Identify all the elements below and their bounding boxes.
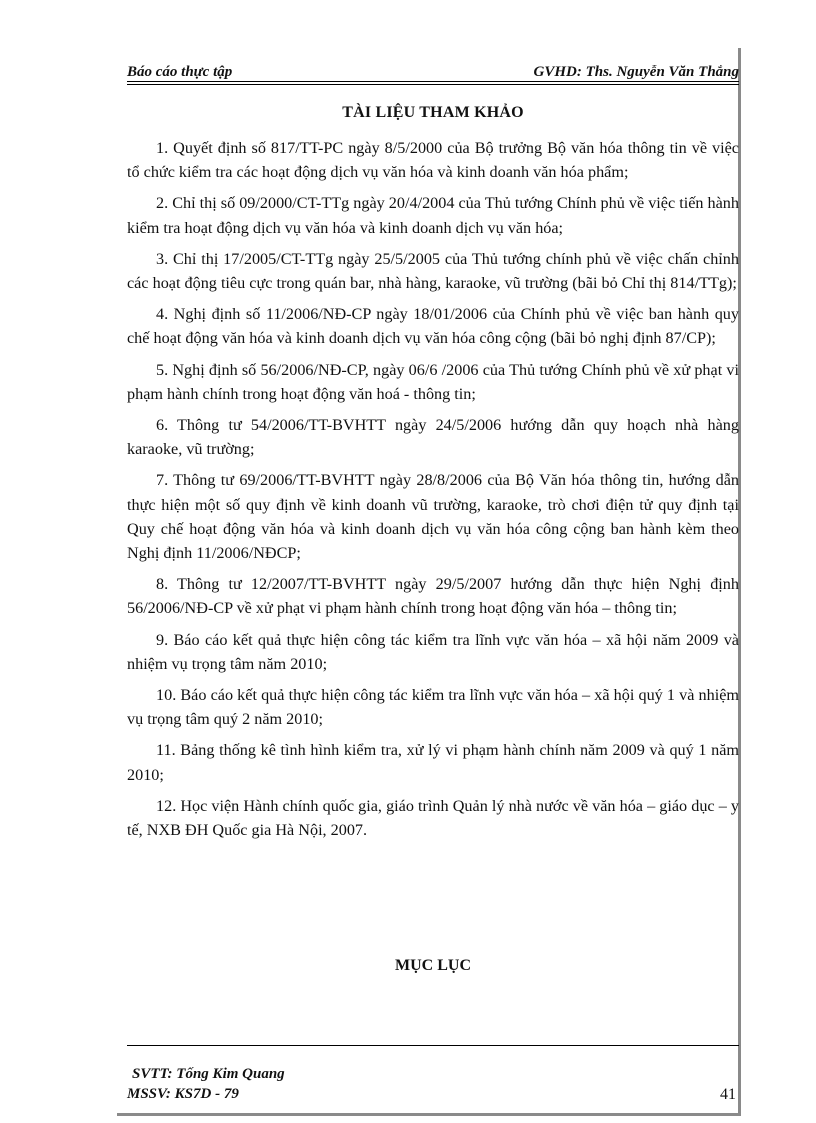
- references-list: [127, 136, 739, 849]
- reference-item: 8. Thông tư 12/2007/TT-BVHTT ngày 29/5/2007 hướng dẫn thực hiện Nghị định 56/2006/NĐ-CP về xử phạt vi phạm hành chính trong hoạt động văn hóa – thông tin;: [127, 575, 739, 618]
- reference-item: 6. Thông tư 54/2006/TT-BVHTT ngày 24/5/2006 hướng dẫn quy hoạch nhà hàng karaoke, vũ trường;: [127, 416, 739, 459]
- reference-item: 4. Nghị định số 11/2006/NĐ-CP ngày 18/01/2006 của Chính phủ về việc ban hành quy chế hoạt động văn hóa và kinh doanh dịch vụ văn hóa công cộng (bãi bỏ nghị định 87/CP);: [127, 305, 739, 348]
- reference-item: 3. Chỉ thị 17/2005/CT-TTg ngày 25/5/2005 của Thủ tướng chính phủ về việc chấn chỉnh các hoạt động tiêu cực trong quán bar, nhà hàng, karaoke, vũ trường (bãi bỏ Chỉ thị 814/TTg);: [127, 249, 739, 293]
- header-report-label: Báo cáo thực tập: [127, 64, 233, 80]
- header-advisor: GVHD: Ths. Nguyễn Văn Thắng: [533, 64, 739, 80]
- reference-item: 9. Báo cáo kết quả thực hiện công tác kiểm tra lĩnh vực văn hóa – xã hội năm 2009 và nhiệm vụ trọng tâm năm 2010;: [127, 630, 739, 673]
- reference-item: 10. Báo cáo kết quả thực hiện công tác kiểm tra lĩnh vực văn hóa – xã hội quý 1 và nhiệm vụ trọng tâm quý 2 năm 2010;: [127, 686, 739, 729]
- reference-item: 7. Thông tư 69/2006/TT-BVHTT ngày 28/8/2006 của Bộ Văn hóa thông tin, hướng dẫn thực hiện một số quy định về kinh doanh vũ trường, karaoke, trò chơi điện tử quy định tại Quy chế hoạt động văn hóa và kinh doanh dịch vụ văn hóa công cộng ban hành kèm theo Nghị định 11/2006/NĐCP;: [127, 471, 739, 563]
- page-header: [127, 53, 739, 81]
- header-divider: [127, 81, 739, 85]
- footer-divider: [127, 1045, 739, 1046]
- reference-item: 12. Học viện Hành chính quốc gia, giáo trình Quản lý nhà nước về văn hóa – giáo dục – y tế, NXB ĐH Quốc gia Hà Nội, 2007.: [127, 796, 739, 840]
- reference-item: 11. Bảng thống kê tình hình kiểm tra, xử lý vi phạm hành chính năm 2009 và quý 1 năm 2010;: [127, 741, 739, 784]
- footer-student-id: MSSV: KS7D - 79: [127, 1086, 239, 1102]
- reference-item: 1. Quyết định số 817/TT-PC ngày 8/5/2000 của Bộ trưởng Bộ văn hóa thông tin về việc tổ chức kiểm tra các hoạt động dịch vụ văn hóa và kinh doanh văn hóa phẩm;: [127, 139, 739, 182]
- toc-title: MỤC LỤC: [395, 957, 471, 974]
- reference-item: 5. Nghị định số 56/2006/NĐ-CP, ngày 06/6 /2006 của Thủ tướng Chính phủ về xử phạt vi phạm hành chính trong hoạt động văn hoá - thông tin;: [127, 360, 739, 403]
- footer-student-name: SVTT: Tống Kim Quang: [132, 1066, 285, 1082]
- page-number: 41: [720, 1086, 736, 1103]
- reference-item: 2. Chỉ thị số 09/2000/CT-TTg ngày 20/4/2004 của Thủ tướng Chính phủ về việc tiến hành kiểm tra hoạt động dịch vụ văn hóa và kinh doanh dịch vụ văn hóa;: [127, 194, 739, 237]
- references-title: TÀI LIỆU THAM KHẢO: [342, 104, 524, 121]
